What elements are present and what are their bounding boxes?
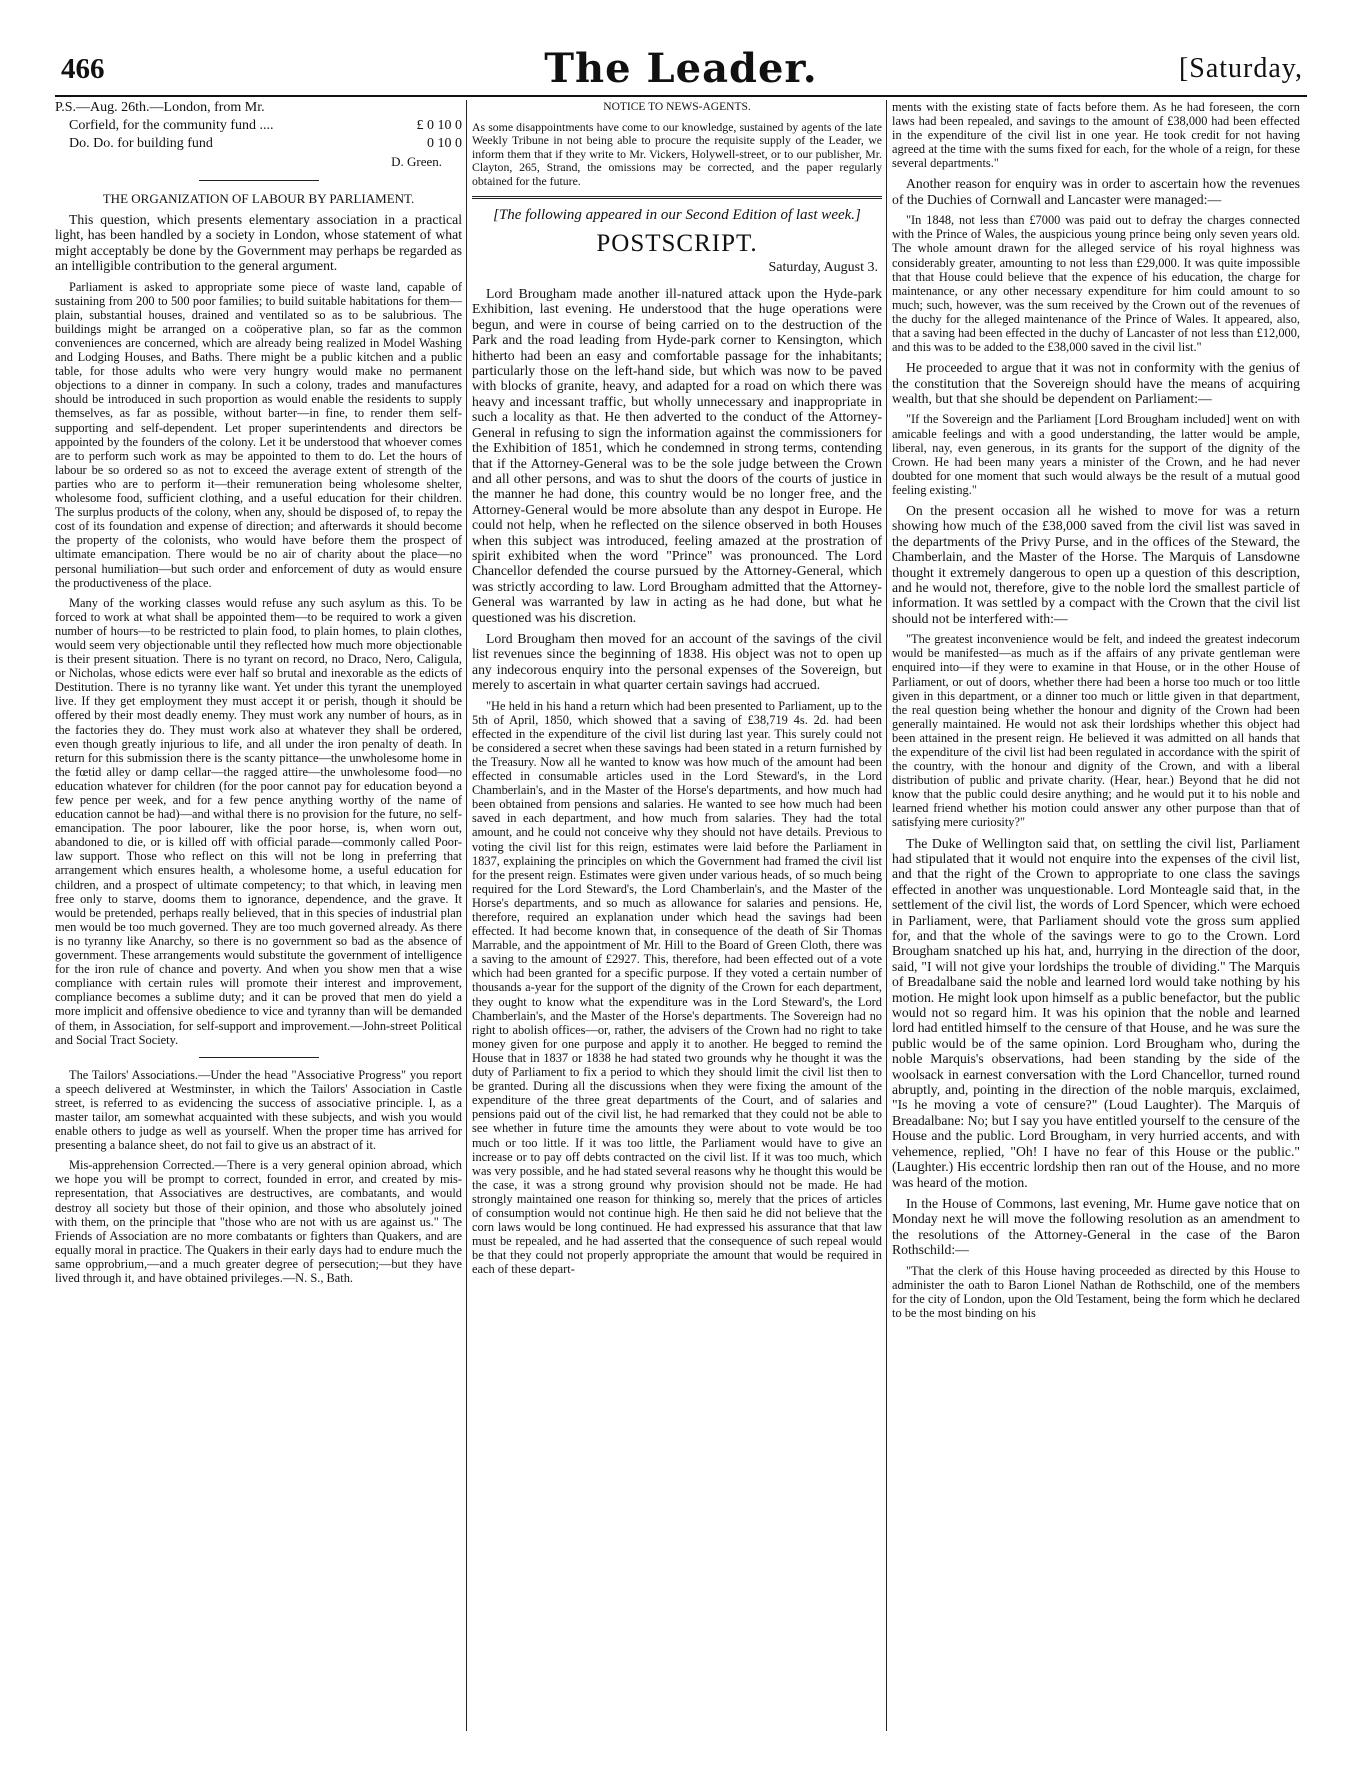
ps-label: Corfield, for the community fund ....: [69, 118, 274, 133]
postscript-title: POSTSCRIPT.: [596, 230, 758, 258]
article-paragraph: The Tailors' Associations.—Under the head "Associative Progress" you report a speech delivered at Westminster, in which the Tailors' Association in Castle street, is referred to as evidencing the success of associative principle. I, as a master tailor, am somewhat acquainted with these subjects, and wish you would enable others to judge as well as yourself. When the proper time has arrived for presenting a balance sheet, do not fail to give us an abstract of it.: [55, 1067, 462, 1153]
column-rule: [466, 100, 467, 1731]
column-right: [892, 100, 1300, 1731]
article-paragraph: This question, which presents elementary association in a practical light, has been handled by a society in London, whose statement of what might acceptably be done by the Government may perhaps be regarded as an intelligible contribution to the general argument.: [55, 212, 462, 274]
article-paragraph: Mis-apprehension Corrected.—There is a very general opinion abroad, which we hope you will be prompt to correct, founded in error, and created by mis-representation, that Associatives are destructives, are combatants, and would destroy all society but those of their opinion, and those who absolutely joined with them, on the principle that "those who are not with us are against us." The Friends of Association are no more combatants or fighters than Quakers, and are equally moral in practice. The Quakers in their early days had to endure much the same opprobrium,—and a much greater degree of persecution;—but they have lived through it, and have obtained privileges.—N. S., Bath.: [55, 1158, 462, 1285]
dateline: Saturday, August 3.: [768, 260, 878, 276]
page-number: 466: [61, 53, 105, 85]
quoted-paragraph: "The greatest inconvenience would be felt, and indeed the greatest indecorum would be manifested—as much as if the affairs of any private gentleman were enquired into—if they were to examine in that House, or in the other House of Parliament, or out of doors, whether there had been a horse too much or too little given in this department, or a dinner too much or little given in that department, the real question being whether the honour and dignity of the Crown had been generally maintained. He would not ask their lordships whether this object had been attained in the present reign. He believed it was admitted on all hands that the expenditure of the civil list had been regulated in accordance with the spirit of the country, with the honour and dignity of the Crown, and with a liberal distribution of public and private charity. (Hear, hear.) Beyond that he did not know that the public could desire anything; and he would put it to his noble and learned friend whether his motion could answer any other purpose than that of satisfying mere curiosity?": [892, 632, 1300, 830]
edition-note: [The following appeared in our Second Edition of last week.]: [493, 207, 861, 224]
quoted-paragraph: ments with the existing state of facts before them. As he had foreseen, the corn laws had been repealed, and savings to the amount of £38,000 had been effected in the expenditure of the civil list in one year. He took credit for not having agreed at the time with the sums fixed for each, for the whole of a reign, for these several departments.": [892, 100, 1300, 171]
article-paragraph: The Duke of Wellington said that, on settling the civil list, Parliament had stipulated that it would not enquire into the expenses of the civil list, and that the right of the Crown to appropriate to one class the savings effected in another was unquestionable. Lord Monteagle said that, in the settlement of the civil list, the words of Lord Spencer, which were echoed in Parliament, were, that Parliament should vote the gross sum applied for, and that the whole of the savings were to go to the Crown. Lord Brougham snatched up his hat, and, hurrying in the direction of the door, said, "I will not give your lordships the trouble of dividing." The Marquis of Breadalbane said the noble and learned lord would take nothing by his motion. He might look upon himself as a public benefactor, but the public would not so regard him. It was his opinion that the noble and learned lord had entitled himself to the censure of that House, and he was sure the public would be of the same opinion. Lord Brougham who, during the noble Marquis's observations, had been standing by the side of the woolsack in earnest conversation with the Lord Chancellor, turned round abruptly, and, pointing in the direction of the noble marquis, exclaimed, "Is he moving a vote of censure?" (Loud Laughter). The Marquis of Breadalbane: No; but I say you have entitled yourself to the censure of the House and the public. Lord Brougham, in very hurried accents, and with vehemence, replied, "Oh! I have no fear of this House or the public." (Laughter.) His eccentric lordship then ran out of the House, and no more was heard of the motion.: [892, 835, 1300, 1190]
column-rule: [886, 100, 887, 1731]
ps-label: Do. Do. for building fund: [69, 136, 213, 151]
divider: [199, 180, 319, 181]
ps-line: [55, 136, 462, 152]
ps-amount: £ 0 10 0: [416, 118, 462, 133]
ps-amount: 0 10 0: [427, 136, 462, 151]
ps-line: [55, 100, 462, 116]
quoted-paragraph: "He held in his hand a return which had been presented to Parliament, up to the 5th of April, 1850, which showed that a saving of £38,719 4s. 2d. had been effected in the expenditure of the civil list during last year. This surely could not be considered a secret when these savings had been stated in a return furnished by the Treasury. Now all he wanted to know was how much of the amount had been effected in consumable articles used in the Lord Steward's, in the Lord Chamberlain's, and in the Master of the Horse's departments, and how much had been obtained from pensions and salaries. He wanted to see how much had been saved in each department, and how much from salaries. They had the total amount, and he could not conceive why they should not have details. Previous to voting the civil list for this reign, estimates were laid before the Parliament in 1837, explaining the principles on which the Government had framed the civil list for the present reign. Estimates were given under various heads, of so much being required for the Lord Steward's, the Lord Chamberlain's, and the Master of the Horse's departments, and so much as allowance for salaries and pensions. He, therefore, required an explanation under which head the savings had been effected. It had become known that, in consequence of the death of Sir Thomas Marrable, and the appointment of Mr. Hill to the Board of Green Cloth, there was a saving to the amount of £2927. This, therefore, had been effected out of a vote which had been granted for a specific purpose. If they voted a certain number of thousands a-year for the support of the dignity of the Crown for each department, they ought to know what the expenditure was in the Lord Steward's, the Lord Chamberlain's, and the Master of the Horse's departments. The Sovereign had no right to abolish offices—or, rather, the advisers of the Crown had no right to take money given for one purpose and apply it to another. He begged to remind the House that in 1837 or 1838 he had stated two grounds why he thought it was the duty of Parliament to fix a period to which they should limit the civil list then to be granted. During all the discussions when they were fixing the amount of the expenditure of the three great departments of the Court, and of salaries and pensions paid out of the civil list, he had remarked that they could not be able to see whether in future time the amounts they were about to vote would be too much or too little. If it was too little, the Parliament would have to give an increase or to pay off debts contracted on the civil list. If it was too much, which was very possible, and he had stated several reasons why he thought this would be the case, it was a strong ground why provision should not be made. He had strongly maintained one reason for thinking so, merely that the prices of articles of consumption would not continue high. He then said he did not believe that the corn laws would be long continued. He had expressed his assurance that that law must be repealed, and he had asserted that the consequence of such repeal would be that they could not properly appropriate the amount that would be required in each of these depart-: [472, 698, 882, 1277]
article-paragraph: He proceeded to argue that it was not in conformity with the genius of the constitution that the Sovereign should have the means of acquiring wealth, but that she should be dependent on Parliament:—: [892, 360, 1300, 407]
ps-line: [55, 118, 462, 134]
notice-text: As some disappointments have come to our knowledge, sustained by agents of the late Weekly Tribune in not being able to procure the requisite supply of the Leader, we inform them that if they write to Mr. Vickers, Holywell-street, or to our publisher, Mr. Clayton, 265, Strand, the omissions may be corrected, and the paper regularly obtained for the future.: [472, 120, 882, 188]
quoted-paragraph: "In 1848, not less than £7000 was paid out to defray the charges connected with the Prince of Wales, the auspicious young prince being only seven years old. The whole amount drawn for the alleged service of his royal highness was considerably greater, amounting to not less than £29,000. It was quite impossible that that House could believe that the expence of his education, the charge for maintenance, or any other necessary expenditure for him could amount to so much; such, however, was the sum received by the Crown out of the revenues of the duchy for the alleged maintenance of the Prince of Wales. It appeared, also, that a saving had been effected in the duchy of Lancaster of not less than £12,000, and this was to be added to the £38,000 saved in the civil list.": [892, 213, 1300, 355]
quoted-paragraph: "If the Sovereign and the Parliament [Lord Brougham included] went on with amicable feelings and with a good understanding, the latter would be ample, liberal, nay, even generous, in its grants for the support of the dignity of the Crown. He had been many years a minister of the Crown, and he had never doubted for one moment that such would always be the result of a mutual good feeling existing.": [892, 412, 1300, 497]
newspaper-title: The Leader.: [544, 45, 818, 92]
ps-label: P.S.—Aug. 26th.—London, from Mr.: [55, 100, 265, 115]
ps-signature: D. Green.: [391, 154, 442, 169]
masthead: [55, 45, 1307, 97]
article-paragraph: Lord Brougham then moved for an account of the savings of the civil list revenues since the beginning of 1838. His object was not to open up any indecorous enquiry into the personal expenses of the Sovereign, but merely to ascertain in what quarter certain savings had accrued.: [472, 630, 882, 693]
article-paragraph: Parliament is asked to appropriate some piece of waste land, capable of sustaining from 200 to 500 poor families; to build suitable habitations for them—plain, substantial houses, drained and ventilated so as to be salubrious. The buildings might be arranged on a coöperative plan, so far as the common conveniences are concerned, which are already being realized in Model Washing and Lodging Houses, and Baths. There might be a public kitchen and a public table, for those adults who were very hungry would make no permanent objections to a dinner in company. In such a colony, trades and manufactures should be introduced in such proportion as would enable the residents to supply themselves, as far as possible, without barter—in fine, to render them self-supporting and self-dependent. Let proper superintendents and directors be appointed by the founders of the colony. Let it be understood that whoever comes are to perform such work as may be appointed to them to do. Let the hours of labour be so ordered so as not to exceed the average extent of strength of the parties who are to perform it—their remuneration being wholesome shelter, wholesome food, sufficient clothing, and a useful education for their children. The surplus products of the colony, when any, should be disposed of, to repay the cost of its foundation and expense of direction; and afterwards it should become the property of the colonists, who would have before them the prospect of ultimate emancipation. There would be no air of charity about the place—no personal humiliation—but such order and enforcement of duty as would ensure the productiveness of the place.: [55, 279, 462, 590]
article-paragraph: Another reason for enquiry was in order to ascertain how the revenues of the Duchies of Cornwall and Lancaster were managed:—: [892, 176, 1300, 207]
issue-day: [Saturday,: [1178, 53, 1303, 84]
divider: [199, 1057, 319, 1058]
article-paragraph: Lord Brougham made another ill-natured attack upon the Hyde-park Exhibition, last evening. He understood that the huge operations were begun, and were in course of being carried on to the destruction of the Park and the road leading from Hyde-park corner to Kensington, which hitherto had been an easy and comfortable passage for the inhabitants; particularly those on the left-hand side, but which was now to be paved with blocks of granite, heavy, and adapted for a road on which there was heavy and incessant traffic, but wholly unnecessary and inappropriate in such a locality as that. He then adverted to the conduct of the Attorney-General in refusing to sign the information against the commissioners for the Exhibition of 1851, which he condemned in strong terms, contending that if the Attorney-General was to be the sole judge between the Crown and all other persons, and was to shut the doors of the courts of justice in the manner he had done, this country would be no longer free, and the Attorney-General would be more absolute than any despot in Europe. He could not help, when he reflected on the silence observed in both Houses when this subject was introduced, feeling amazed at the prostration of spirit exhibited when the word "Prince" was pronounced. The Lord Chancellor defended the course pursued by the Attorney-General, which was strictly according to law. Lord Brougham admitted that the Attorney-General was warranted by law in acting as he had done, but what he questioned was his discretion.: [472, 286, 882, 625]
article-heading: THE ORGANIZATION OF LABOUR BY PARLIAMENT.: [102, 191, 415, 206]
article-paragraph: On the present occasion all he wished to move for was a return showing how much of the £38,000 saved from the civil list was saved in the departments of the Privy Purse, and in the offices of the Steward, the Chamberlain, and the Master of the Horse. The Marquis of Lansdowne thought it extremely dangerous to open up a question of this description, and he would not, therefore, give to the noble lord the smallest particle of information. It was settled by a compact with the Crown that the civil list should not be interfered with:—: [892, 503, 1300, 626]
article-paragraph: Many of the working classes would refuse any such asylum as this. To be forced to work at what shall be appointed them—to be required to work a given number of hours—to be restricted to plain food, to plain homes, to plain clothes, would seem very objectionable until they reflected how much more objectionable is their present situation. There is no tyrant on record, no Draco, Nero, Caligula, or Nicholas, whose edicts were ever half so brutal and inexorable as the edicts of Destitution. There is no tyranny like want. Yet under this tyrant the unemployed live. If they get employment they must accept it or perish, though it should be offered by their most deadly enemy. They must work any number of hours, as in the factories they do. They must work also at whatever they shall be ordered, even though greatly injurious to life, and all under the iron penalty of death. In return for this submission there is the scanty pittance—the unwholesome home in the fœtid alley or damp cellar—the ragged attire—the unwholesome food—no education whatever for children (for the poor cannot pay for education beyond a few pence per week, and for a few pence anything worthy of the name of education cannot be had)—and withal there is no provision for the future, no self-emancipation. The poor labourer, like the poor horse, is, when worn out, abandoned to die, or is killed off with official parade—commonly called Poor-law support. Those who reflect on this will not be long in preferring that arrangement which ensures health, a wholesome home, a useful education for children, and a prospect of ultimate competency; to that which, in leaving men free only to starve, dooms them to ignorance, dependence, and the grave. It would be pretended, perhaps really believed, that in this species of industrial plan men would be too much governed. They are too much governed already. As there is no tyranny like Anarchy, so there is no government so bad as the absence of government. These arrangements would substitute the government of intelligence for the iron rule of chance and poverty. And when you show men that a wise compliance with certain rules will promote their interest and improvement, compliance becomes a sublime duty; and it can be proved that men do yield a more implicit and offensive obedience to vice and tyranny than will be demanded of them, in Association, for self-support and improvement.—John-street Political and Social Tract Society.: [55, 595, 462, 1047]
quoted-paragraph: "That the clerk of this House having proceeded as directed by this House to administer the oath to Baron Lionel Nathan de Rothschild, one of the members for the city of London, upon the Old Testament, being the form which he declared to be the most binding on his: [892, 1263, 1300, 1320]
divider: [472, 196, 882, 199]
notice-heading: NOTICE TO NEWS-AGENTS.: [603, 101, 751, 113]
column-middle: [472, 100, 882, 1731]
column-left: [55, 100, 462, 1731]
article-paragraph: In the House of Commons, last evening, Mr. Hume gave notice that on Monday next he will move the following resolution as an amendment to the resolutions of the Attorney-General in the case of the Baron Rothschild:—: [892, 1195, 1300, 1258]
